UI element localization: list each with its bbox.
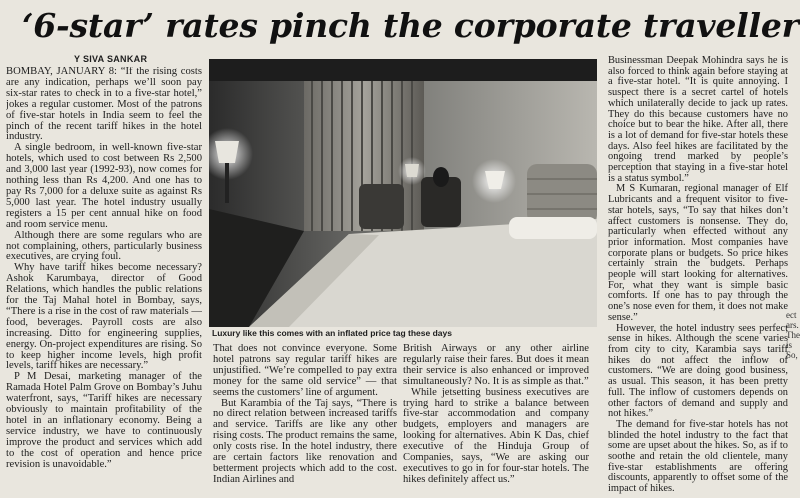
paragraph: However, the hotel industry sees perfect sense in hikes. Although the scene varies from city to city, Karambia says tariff hikes do not affect the inflow of customers. “We are doing good business, as usual. This season, it has been pretty full. The inflow of customers depends on other factors of demand and supply and not hikes.” (608, 322, 788, 420)
paragraph: M S Kumaran, regional manager of Elf Lubricants and a frequent visitor to five-star hotels, says, “To say that hikes don’t affect customers is nonsense. They do, particularly when effected without any prior information. Most companies have corporate plans or budgets. So price hikes certainly strain the budgets. Perhaps people will start looking for alternatives. For, what they want is simple basic comforts. If one has to pay through the one’s nose even for them, it does not make sense.” (608, 183, 788, 323)
fragment: Sо, (786, 350, 798, 360)
photo-caption: Luxury like this comes with an inflated price tag these days (212, 328, 452, 338)
fragment: ect (786, 310, 797, 320)
hotel-room-illustration (209, 59, 597, 327)
paragraph: A single bedroom, in well-known five-star hotels, which used to cost between Rs 2,500 and 3,000 last year (1992-93), now comes for nothing less than Rs 4,200. And one has to pay Rs 7,000 for a deluxe suite as against Rs 5,000 last year. The hotel industry usually registers a 15 per cent annual hike on food and room service menu. (6, 142, 202, 230)
paragraph: That does not convince everyone. Some hotel patrons say regular tariff hikes are unjustified. “We’re compelled to pay extra money for the same old service” — that seems the customers’ line of argument. (213, 344, 397, 398)
paragraph: Although there are some regulars who are not complaining, others, particularly business executives, are crying foul. (6, 229, 202, 263)
paragraph: While jetsetting business executives are trying hard to strike a balance between five-star accommodation and company budgets, employers and managers are looking for alternatives. Abin K Das, chief executive of the Hinduja Group of Companies, says, “We are asking our executives to go in for four-star hotels. The hikes definitely affect us.” (403, 386, 589, 485)
fragment: ars. (786, 320, 799, 330)
paragraph: BOMBAY, JANUARY 8: “If the rising costs are any indication, perhaps we’ll soon pay six-star rates to check in to a five-star hotel,” jokes a regular customer. Most of the patrons of five-star hotels in India seem to feel the pinch of the recent tariff hikes in the hotel industry. (6, 67, 202, 143)
headline: ‘6-star’ rates pinch the corporate traveller (22, 6, 799, 45)
paragraph: Why have tariff hikes become necessary? Ashok Karumbaya, director of Good Relations, which handles the public relations for the Taj Mahal hotel in Bombay, says, “There is a rise in the cost of raw materials — food, beverages. Payroll costs are also increasing. Ditto for engineering supplies, energy. On-project expenditures are rising. So to keep higher income levels, high profit levels, tariff hikes are necessary.” (6, 262, 202, 372)
article-column-1 (6, 67, 202, 495)
adjacent-column-fragments (786, 310, 800, 360)
paragraph: British Airways or any other airline regularly raise their fares. But does it mean their service is also enhanced or improved simultaneously? No. It is as simple as that.” (403, 344, 589, 387)
paragraph: P M Desai, marketing manager of the Ramada Hotel Palm Grove on Bombay’s Juhu waterfront, says, “Tariff hikes are necessary obviously to maintain profitability of the hotel in an inflationary economy. Being a service industry, we have to continuously improve the product and services which add to the cost of operation and hence price revision is unavoidable.” (6, 371, 202, 470)
fragment: is (786, 340, 793, 350)
paragraph: Businessman Deepak Mohindra says he is also forced to think again before staying at a five-star hotel. “It is quite annoying. I suspect there is a secret cartel of hotels which unilaterally decide to jack up rates. They do this because customers have no choice but to bear the hike. After all, there is a lot of demand for five-star hotels these days. Also feel hikes are facilitated by the ongoing trend marked by people’s perception that staying in a five-star hotel is a status symbol.” (608, 56, 788, 184)
paragraph: But Karambia of the Taj says, “There is no direct relation between increased tariffs and service. Tariffs are like any other rising costs. The product remains the same, only costs rise. In the hotel industry, there are certain factors like renovation and betterment projects which add to the cost. Indian Airlines and (213, 397, 397, 485)
article-column-2 (213, 344, 397, 496)
byline: Y SIVA SANKAR (74, 54, 148, 64)
article-column-4 (608, 56, 788, 496)
article-column-3 (403, 344, 589, 496)
fragment: The (786, 330, 800, 340)
hotel-room-photo (209, 59, 597, 327)
paragraph: The demand for five-star hotels has not blinded the hotel industry to the fact that some are upset about the hikes. So, as if to soothe and retain the old clientele, many five-star establishments are offering discounts, apparently to offset some of the impact of hikes. (608, 418, 788, 495)
